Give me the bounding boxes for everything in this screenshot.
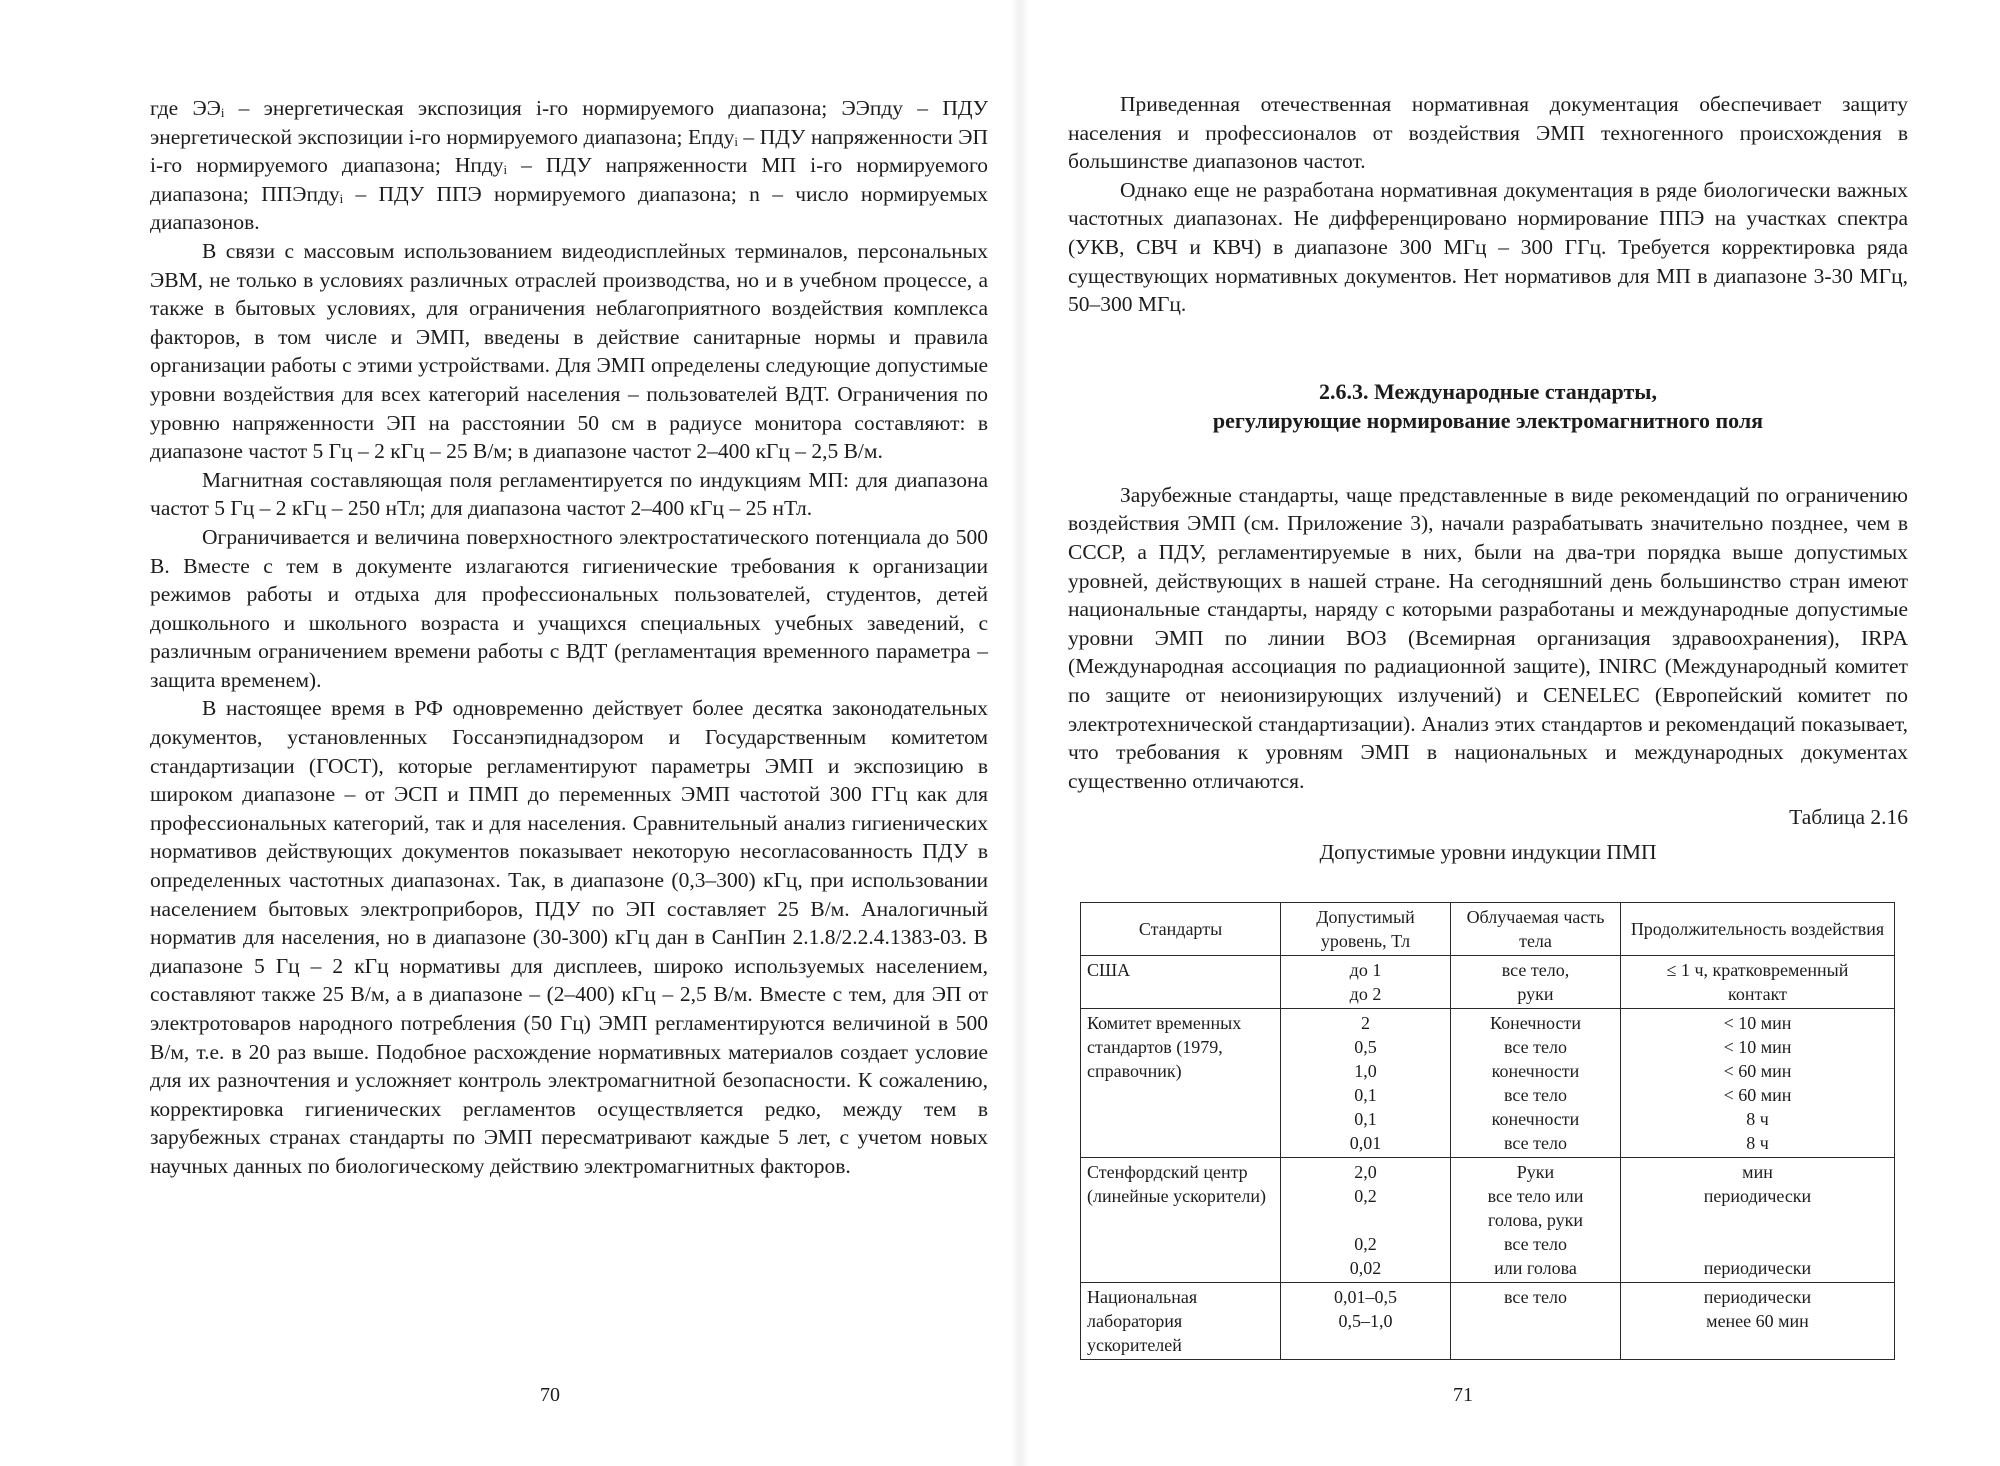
table-cell-part [1451, 956, 1621, 1009]
cell-line: все тело [1504, 1037, 1567, 1058]
table-row [1081, 1009, 1895, 1158]
table-cell-part [1451, 1283, 1621, 1360]
cell-line: 0,1 [1354, 1109, 1377, 1130]
cell-line: все тело [1504, 1234, 1567, 1255]
left-page-text [150, 94, 988, 1181]
cell-line [1457, 1309, 1614, 1333]
cell-line: периодически [1703, 1186, 1812, 1207]
cell-line: 0,1 [1354, 1085, 1377, 1106]
cell-line: до 2 [1349, 984, 1382, 1005]
table-cell-level [1281, 956, 1451, 1009]
table-cell-level [1281, 1158, 1451, 1283]
paragraph: Зарубежные стандарты, чаще представленные в виде рекомендаций по ограничению воздействия ЭМП (см. Приложение 3), начали разрабатывать значительно позднее, чем в СССР, а ПДУ, регламентируемые в них, были на два-три порядка выше допустимых уровней, действующих в нашей стране. На сегодняшний день большинство стран имеют национальные стандарты, наряду с которыми разработаны и международные допустимые уровни ЭМП по линии ВОЗ (Всемирная организация здравоохранения), IRPA (Международная ассоциация по радиационной защите), INIRC (Международный комитет по защите от неионизирующих излучений) и CENELEC (Европейский комитет по электротехнической стандартизации). Анализ этих стандартов и рекомендаций показывает, что требования к уровням ЭМП в национальных и международных документах существенно отличаются. [1068, 482, 1908, 793]
table-header-row [1081, 903, 1895, 956]
right-page-text [1068, 90, 1908, 1360]
cell-line: периодически [1703, 1258, 1812, 1279]
cell-line: 2 [1361, 1013, 1370, 1034]
cell-line: < 60 мин [1723, 1061, 1792, 1082]
table-cell-duration [1621, 1158, 1895, 1283]
table-row [1081, 956, 1895, 1009]
cell-line: все тело [1504, 1287, 1567, 1308]
cell-line: 0,01 [1349, 1133, 1382, 1154]
cell-line: 1,0 [1354, 1061, 1377, 1082]
cell-line: Руки [1516, 1162, 1555, 1183]
pmp-levels-table [1080, 902, 1895, 1360]
table-header: Продолжительность воздействия [1621, 903, 1895, 956]
cell-line: Конечности [1490, 1013, 1581, 1034]
paragraph: Приведенная отечественная нормативная документация обеспечивает защиту населения и профессионалов от воздействия ЭМП техногенного происхождения в большинстве диапазонов частот. [1068, 92, 1908, 174]
cell-line: руки [1517, 984, 1554, 1005]
cell-line: контакт [1728, 984, 1787, 1005]
paragraph: Ограничивается и величина поверхностного электростатического потенциала до 500 В. Вместе с тем в документе излагаются гигиенические требования к организации режимов работы и отдыха для профессиональных пользователей, студентов, детей дошкольного и школьного возраста и учащихся специальных учебных заведений, с различным ограничением времени работы с ВДТ (регламентация временного параметра – защита временем). [150, 524, 988, 692]
table-number: Таблица 2.16 [1789, 805, 1908, 830]
cell-line: мин [1742, 1162, 1773, 1183]
table-cell-standard: Стенфордский центр (линейные ускорители) [1081, 1158, 1281, 1283]
cell-line: 0,5–1,0 [1338, 1311, 1393, 1332]
cell-line: все тело [1504, 1085, 1567, 1106]
cell-line: периодически [1703, 1287, 1812, 1308]
cell-line: < 10 мин [1723, 1037, 1792, 1058]
table-cell-standard: Национальная лаборатория ускорителей [1081, 1283, 1281, 1360]
cell-line: все тело, [1501, 960, 1570, 981]
cell-line: 0,2 [1354, 1186, 1377, 1207]
cell-line: 0,2 [1354, 1234, 1377, 1255]
cell-line: 0,5 [1354, 1037, 1377, 1058]
right-page [1020, 0, 2000, 1466]
table-cell-duration [1621, 956, 1895, 1009]
paragraph: В настоящее время в РФ одновременно действует более десятка законодательных документов, установленных Госсанэпиднадзором и Государственным комитетом стандартизации (ГОСТ), которые регламентируют параметры ЭМП и экспозицию в широком диапазоне – от ЭСП и ПМП до переменных ЭМП частотой 300 ГГц как для профессиональных категорий, так и для населения. Сравнительный анализ гигиенических нормативов действующих документов показывает некоторую несогласованность ПДУ в определенных частотных диапазонах. Так, в диапазоне (0,3–300) кГц, при использовании населением бытовых электроприборов, ПДУ по ЭП составляет 25 В/м. Аналогичный норматив для населения, но в диапазоне (30-300) кГц дан в СанПин 2.1.8/2.2.4.1383-03. В диапазоне 5 Гц – 2 кГц нормативы для дисплеев, широко используемых населением, составляют также 25 В/м, а в диапазоне – (2–400) кГц – 2,5 В/м. Вместе с тем, для ЭП от электротоваров народного потребления (50 Гц) ЭМП регламентируются величиной в 500 В/м, т.е. в 20 раз выше. Подобное расхождение нормативных материалов создает условие для их разночтения и усложняет контроль электромагнитной безопасности. К сожалению, корректировка гигиенических регламентов осуществляется редко, между тем в зарубежных странах стандарты по ЭМП пересматривают каждые 5 лет, с учетом новых научных данных по биологическому действию электромагнитных факторов. [150, 696, 988, 1178]
table-cell-standard: США [1081, 956, 1281, 1009]
table-cell-duration [1621, 1009, 1895, 1158]
table-cell-level [1281, 1009, 1451, 1158]
cell-line: 2,0 [1354, 1162, 1377, 1183]
table-cell-duration [1621, 1283, 1895, 1360]
table-header: Допустимый уровень, Тл [1281, 903, 1451, 956]
paragraph: Магнитная составляющая поля регламентируется по индукциям МП: для диапазона частот 5 Гц – 2 кГц – 250 нТл; для диапазона частот 2–400 кГц – 25 нТл. [150, 467, 988, 521]
cell-line: 8 ч [1746, 1109, 1769, 1130]
paragraph: Однако еще не разработана нормативная документация в ряде биологически важных частотных диапазонах. Не дифференцировано нормирование ППЭ на участках спектра (УКВ, СВЧ и КВЧ) в диапазоне 300 МГц – 300 ГГц. Требуется корректировка ряда существующих нормативных документов. Нет нормативов для МП в диапазоне 3-30 МГц, 50–300 МГц. [1068, 177, 1908, 317]
cell-line: до 1 [1349, 960, 1382, 981]
cell-line [1627, 1208, 1888, 1232]
table-header: Облучаемая часть тела [1451, 903, 1621, 956]
cell-line: конечности [1491, 1061, 1580, 1082]
page-number: 71 [1453, 1384, 1473, 1406]
cell-line: все тело или [1487, 1186, 1584, 1207]
table-cell-level [1281, 1283, 1451, 1360]
paragraph: В связи с массовым использованием видеодисплейных терминалов, персональных ЭВМ, не только в условиях различных отраслей производства, но и в учебном процессе, а также в бытовых условиях, для ограничения неблагоприятного воздействия комплекса факторов, в том числе и ЭМП, введены в действие санитарные нормы и правила организации работы с этими устройствами. Для ЭМП определены следующие допустимые уровни воздействия для всех категорий населения – пользователей ВДТ. Ограничения по уровню напряженности ЭП на расстоянии 50 см в радиусе монитора составляют: в диапазоне частот 5 Гц – 2 кГц – 25 В/м; в диапазоне частот 2–400 кГц – 2,5 В/м. [150, 238, 988, 464]
cell-line: < 10 мин [1723, 1013, 1792, 1034]
cell-line: менее 60 мин [1706, 1311, 1809, 1332]
section-heading-line: регулирующие нормирование электромагнитного поля [1212, 407, 1764, 433]
table-cell-part [1451, 1158, 1621, 1283]
table-header: Стандарты [1081, 903, 1281, 956]
cell-line: ≤ 1 ч, кратковременный [1666, 960, 1849, 981]
page-number: 70 [540, 1384, 560, 1406]
cell-line: голова, руки [1487, 1210, 1584, 1231]
cell-line: 0,02 [1349, 1258, 1382, 1279]
section-heading [1068, 377, 1908, 435]
cell-line: конечности [1491, 1109, 1580, 1130]
table-row [1081, 1158, 1895, 1283]
cell-line [1287, 1208, 1444, 1232]
cell-line: < 60 мин [1723, 1085, 1792, 1106]
cell-line: или голова [1494, 1258, 1577, 1279]
table-row [1081, 1283, 1895, 1360]
table-cell-standard: Комитет временных стандартов (1979, справочник) [1081, 1009, 1281, 1158]
cell-line: 8 ч [1746, 1133, 1769, 1154]
table-cell-part [1451, 1009, 1621, 1158]
paragraph: где ЭЭᵢ – энергетическая экспозиция i-го нормируемого диапазона; ЭЭпду – ПДУ энергетической экспозиции i-го нормируемого диапазона; Eпдуᵢ – ПДУ напряженности ЭП i-го нормируемого диапазона; Hпдуᵢ – ПДУ напряженности МП i-го нормируемого диапазона; ППЭпдуᵢ – ПДУ ППЭ нормируемого диапазона; n – число нормируемых диапазонов. [150, 96, 988, 235]
cell-line: 0,01–0,5 [1334, 1287, 1397, 1308]
cell-line [1627, 1232, 1888, 1256]
cell-line: все тело [1504, 1133, 1567, 1154]
table-title: Допустимые уровни индукции ПМП [1319, 839, 1657, 864]
section-heading-line: 2.6.3. Международные стандарты, [1319, 378, 1657, 404]
